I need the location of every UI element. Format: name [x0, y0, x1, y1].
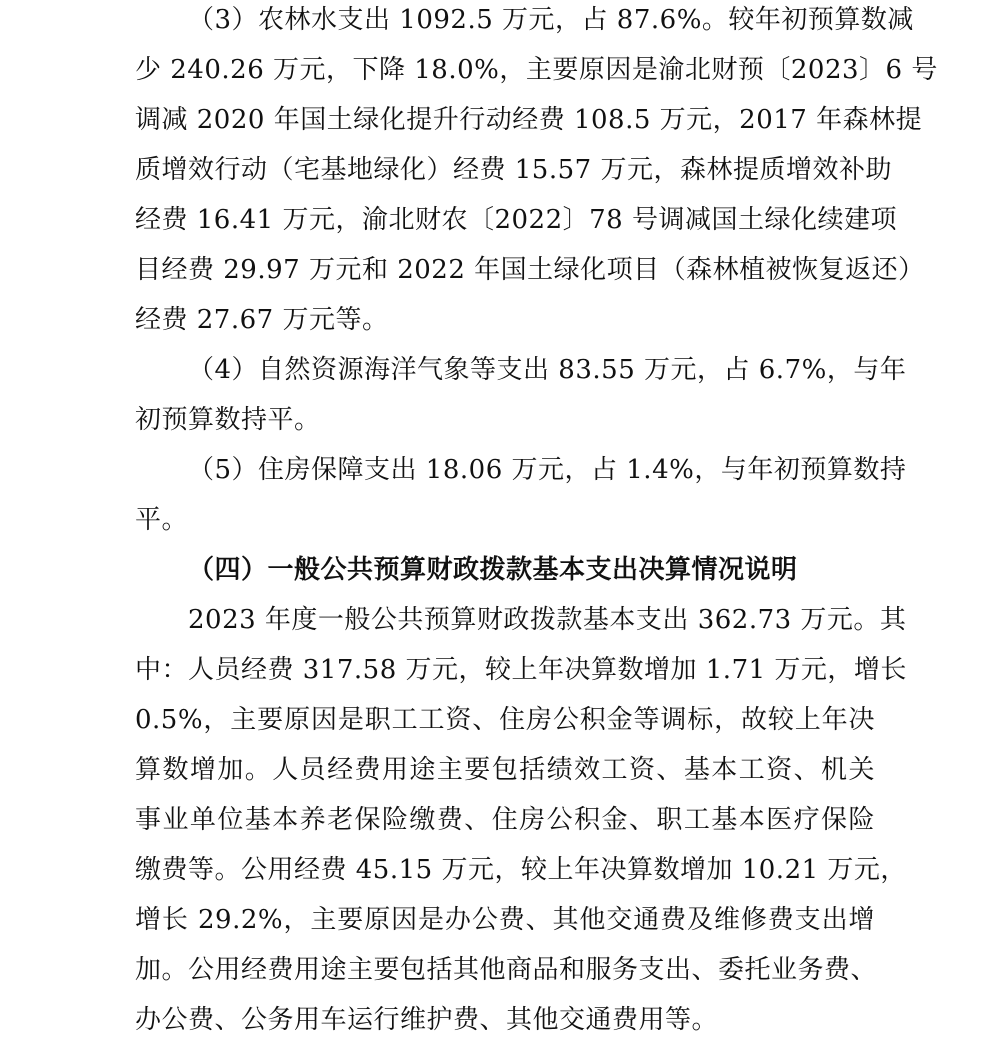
paragraph-6-line-4: 算数增加。人员经费用途主要包括绩效工资、基本工资、机关 [135, 755, 875, 785]
paragraph-3-line-5: 经费 16.41 万元，渝北财农〔2022〕78 号调减国土绿化续建项 [135, 205, 897, 235]
paragraph-5-line-2: 平。 [135, 505, 189, 535]
paragraph-6-line-3: 0.5%，主要原因是职工工资、住房公积金等调标，故较上年决 [135, 705, 875, 735]
paragraph-6-line-8: 加。公用经费用途主要包括其他商品和服务支出、委托业务费、 [135, 955, 878, 985]
section-heading: （四）一般公共预算财政拨款基本支出决算情况说明 [188, 555, 798, 585]
paragraph-6-line-2: 中：人员经费 317.58 万元，较上年决算数增加 1.71 万元，增长 [135, 655, 907, 685]
paragraph-6-line-5: 事业单位基本养老保险缴费、住房公积金、职工基本医疗保险 [135, 805, 875, 835]
paragraph-4-line-2: 初预算数持平。 [135, 405, 321, 435]
paragraph-3-line-3: 调减 2020 年国土绿化提升行动经费 108.5 万元，2017 年森林提 [135, 105, 923, 135]
paragraph-6-line-6: 缴费等。公用经费 45.15 万元，较上年决算数增加 10.21 万元， [135, 855, 907, 885]
paragraph-6-line-1: 2023 年度一般公共预算财政拨款基本支出 362.73 万元。其 [188, 605, 907, 635]
paragraph-3-line-7: 经费 27.67 万元等。 [135, 305, 389, 335]
paragraph-3-line-2: 少 240.26 万元，下降 18.0%，主要原因是渝北财预〔2023〕6 号 [135, 55, 938, 85]
paragraph-5-line-1: （5）住房保障支出 18.06 万元，占 1.4%，与年初预算数持 [188, 455, 907, 485]
paragraph-6-line-9: 办公费、公务用车运行维护费、其他交通费用等。 [135, 1005, 719, 1035]
paragraph-3-line-1: （3）农林水支出 1092.5 万元，占 87.6%。较年初预算数减 [188, 5, 914, 35]
paragraph-3-line-6: 目经费 29.97 万元和 2022 年国土绿化项目（森林植被恢复返还） [135, 255, 925, 285]
paragraph-3-line-4: 质增效行动（宅基地绿化）经费 15.57 万元，森林提质增效补助 [135, 155, 892, 185]
paragraph-6-line-7: 增长 29.2%，主要原因是办公费、其他交通费及维修费支出增 [135, 905, 875, 935]
paragraph-4-line-1: （4）自然资源海洋气象等支出 83.55 万元，占 6.7%，与年 [188, 355, 907, 385]
